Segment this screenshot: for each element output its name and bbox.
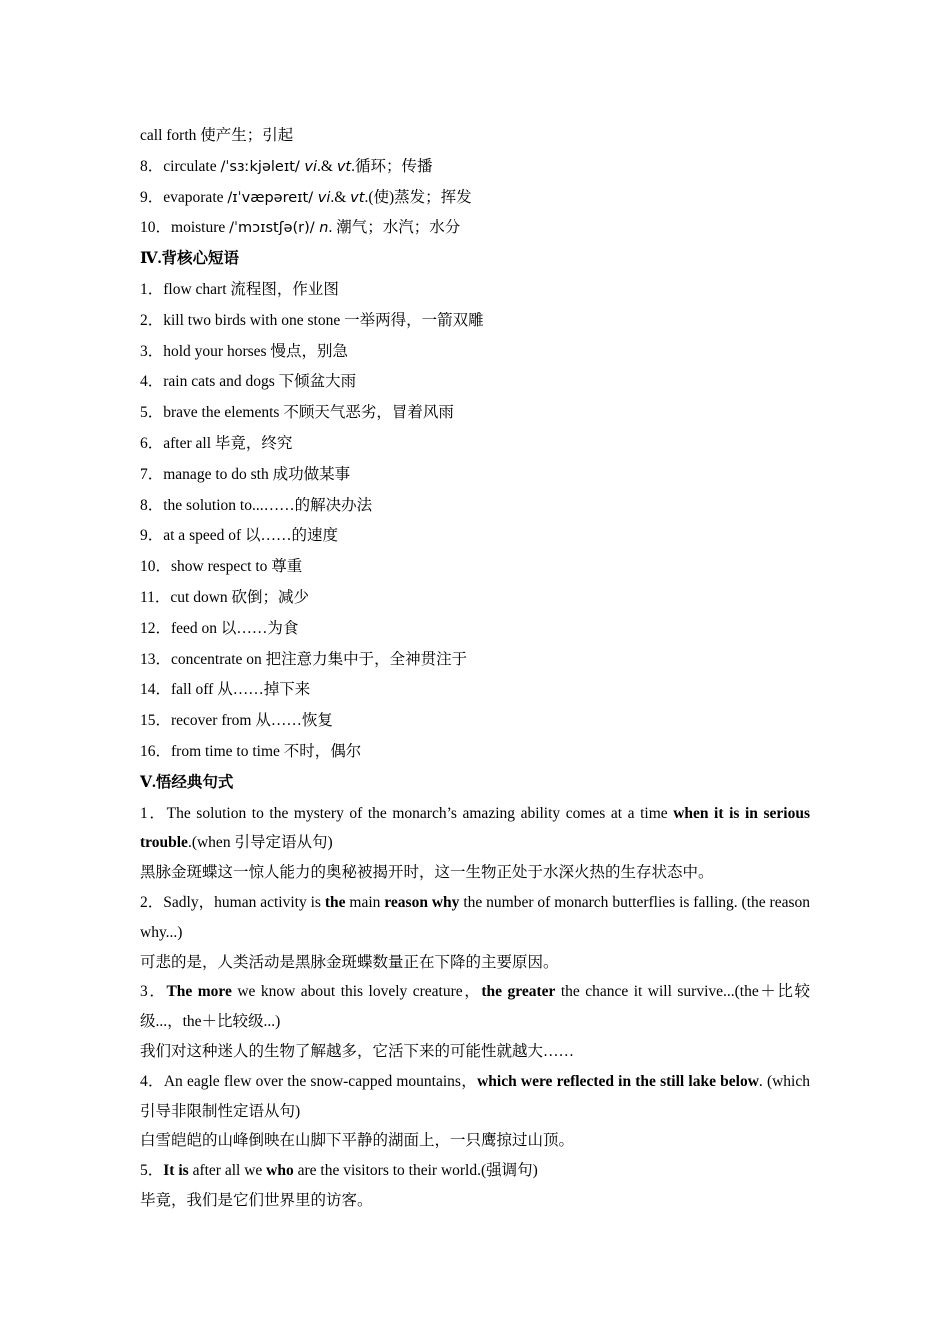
phrase-item: 10．show respect to 尊重 xyxy=(140,558,303,576)
vocab-word: moisture xyxy=(171,219,230,237)
vocab-number: 10． xyxy=(140,219,172,237)
sentence-pattern xyxy=(140,977,810,1037)
phrase-item: 14．fall off 从……掉下来 xyxy=(140,681,311,699)
vocab-meaning: .(使)蒸发；挥发 xyxy=(364,188,472,206)
sentence-highlight: reason why xyxy=(384,893,460,911)
sentence-text: 5． xyxy=(140,1162,164,1180)
sentence-text: are the visitors to their world.(强调句) xyxy=(293,1162,538,1180)
sentence-pattern xyxy=(140,888,810,948)
section-heading: Ⅳ.背核心短语 xyxy=(140,250,239,268)
sentence-pattern xyxy=(140,1156,810,1186)
sentence-highlight: which were reflected in the still lake below xyxy=(477,1072,759,1090)
document-page xyxy=(140,121,810,1216)
vocab-number: 9． xyxy=(140,188,164,206)
phrase-item: 1．flow chart 流程图，作业图 xyxy=(140,280,339,298)
phrase-item: 15．recover from 从……恢复 xyxy=(140,712,333,730)
phrase-item: 16．from time to time 不时，偶尔 xyxy=(140,742,362,760)
sentence-highlight: the greater xyxy=(481,983,556,1001)
sentence-text: 1．The solution to the mystery of the monarch’s amazing ability comes at a time xyxy=(140,804,674,822)
sentence-translation: 毕竟，我们是它们世界里的访客。 xyxy=(140,1191,373,1209)
vocab-meaning: .循环；传播 xyxy=(351,157,433,175)
vocab-number: 8． xyxy=(140,157,164,175)
sentence-text: the number of monarch butterflies is falling. (the reason why...) xyxy=(140,893,810,941)
phrase-item: 4．rain cats and dogs 下倾盆大雨 xyxy=(140,373,357,391)
vocab-line xyxy=(140,152,810,183)
vocab-pos-sep: .& xyxy=(330,188,351,206)
sentence-text: . (which 引导非限制性定语从句) xyxy=(140,1072,810,1120)
vocab-word: circulate xyxy=(163,157,221,175)
phrase-item: 2．kill two birds with one stone 一举两得，一箭双雕 xyxy=(140,311,484,329)
vocab-phonetic: /ˈsɜːkjəleɪt/ xyxy=(220,158,305,175)
vocab-word: evaporate xyxy=(163,188,228,206)
sentence-highlight: the xyxy=(324,893,346,911)
sentence-text: we know about this lovely creature， xyxy=(231,983,482,1001)
vocab-phonetic: /ˈmɔɪstʃə(r)/ xyxy=(229,220,320,237)
phrase-item: 11．cut down 砍倒；减少 xyxy=(140,588,310,606)
vocab-pos: vi xyxy=(317,189,331,206)
phrase-list xyxy=(140,275,810,768)
phrase-item: 13．concentrate on 把注意力集中于，全神贯注于 xyxy=(140,650,468,668)
sentence-text: .(when 引导定语从句) xyxy=(187,834,333,852)
vocab-pos: n xyxy=(319,220,329,237)
sentence-text: 2．Sadly，human activity is xyxy=(140,893,325,911)
phrase-item: 6．after all 毕竟，终究 xyxy=(140,434,293,452)
phrase-item: 9．at a speed of 以……的速度 xyxy=(140,527,339,545)
sentence-translation: 可悲的是，人类活动是黑脉金斑蝶数量正在下降的主要原因。 xyxy=(140,953,559,971)
vocab-phonetic: /ɪˈvæpəreɪt/ xyxy=(227,189,318,206)
sentence-translation: 黑脉金斑蝶这一惊人能力的奥秘被揭开时，这一生物正处于水深火热的生存状态中。 xyxy=(140,864,714,882)
sentence-highlight: who xyxy=(266,1162,294,1180)
vocab-line: call forth 使产生；引起 xyxy=(140,127,294,144)
vocab-pos-sep: .& xyxy=(317,157,337,175)
vocab-pos: vt xyxy=(350,189,365,206)
vocab-line xyxy=(140,183,810,214)
sentence-text: 4．An eagle flew over the snow-capped mountains， xyxy=(140,1072,478,1090)
sentence-pattern xyxy=(140,799,810,859)
vocab-pos: vt xyxy=(336,158,352,175)
sentence-translation: 我们对这种迷人的生物了解越多，它活下来的可能性就越大…… xyxy=(140,1042,575,1060)
sentence-text: the chance it will survive...(the＋比较级...，the＋比较级...) xyxy=(140,983,810,1031)
sentence-text: 3． xyxy=(140,983,167,1001)
sentence-pattern xyxy=(140,1067,810,1127)
sentence-text: after all we xyxy=(188,1162,267,1180)
vocab-pos: vi xyxy=(304,158,318,175)
sentence-translation: 白雪皑皑的山峰倒映在山脚下平静的湖面上，一只鹰掠过山顶。 xyxy=(140,1132,575,1150)
phrase-item: 7．manage to do sth 成功做某事 xyxy=(140,465,351,483)
phrase-item: 8．the solution to...……的解决办法 xyxy=(140,496,373,514)
vocab-line xyxy=(140,213,810,244)
sentence-highlight: when it is in serious trouble xyxy=(140,804,810,852)
phrase-item: 12．feed on 以……为食 xyxy=(140,619,299,637)
sentence-highlight: It is xyxy=(163,1162,189,1180)
section-heading: Ⅴ.悟经典句式 xyxy=(140,773,234,791)
sentence-text: main xyxy=(345,893,385,911)
vocab-meaning: . 潮气；水汽；水分 xyxy=(328,219,461,237)
sentence-highlight: The more xyxy=(166,983,232,1001)
phrase-item: 5．brave the elements 不顾天气恶劣，冒着风雨 xyxy=(140,404,454,422)
phrase-item: 3．hold your horses 慢点，别急 xyxy=(140,342,348,360)
